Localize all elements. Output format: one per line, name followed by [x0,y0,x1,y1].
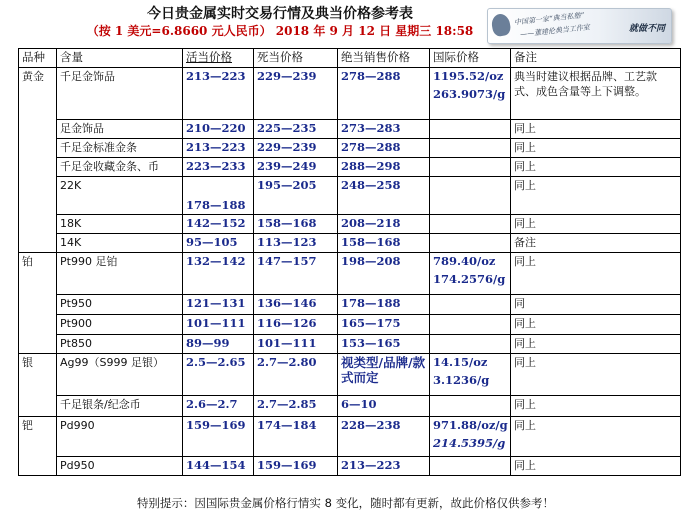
content-cell: 足金饰品 [57,120,183,139]
sale-price-cell: 248—258 [338,177,430,215]
content-cell: 18K [57,215,183,234]
dead-price-cell: 174—184 [254,417,338,457]
intl-price-oz: 1195.52/oz [433,69,504,83]
dead-price-cell: 116—126 [254,315,338,335]
intl-price-cell [430,295,511,315]
table-row [19,396,681,417]
live-price-cell: 121—131 [183,295,254,315]
table-row [19,417,681,457]
sale-price-cell: 视类型/品牌/款式而定 [338,354,430,396]
intl-price-cell [430,335,511,354]
intl-price-cell [430,417,511,457]
metal-cell-palladium: 钯 [19,417,57,476]
live-price-cell: 210—220 [183,120,254,139]
content-cell: Pt850 [57,335,183,354]
table-row [19,335,681,354]
sale-price-cell: 208—218 [338,215,430,234]
note-cell: 同上 [511,335,681,354]
table-row [19,120,681,139]
content-cell: Pt990 足铂 [57,253,183,295]
intl-price-gram: 174.2576/g [433,272,506,286]
intl-price-cell [430,120,511,139]
sale-price-cell: 273—283 [338,120,430,139]
dead-price-cell: 147—157 [254,253,338,295]
intl-price-cell [430,158,511,177]
note-cell: 同上 [511,457,681,476]
live-price-cell: 2.5—2.65 [183,354,254,396]
metal-cell-silver: 银 [19,354,57,417]
col-header-intl-price: 国际价格 [430,49,511,68]
col-header-live-price: 活当价格 [183,49,254,68]
metal-cell-platinum: 铂 [19,253,57,354]
col-header-note: 备注 [511,49,681,68]
intl-price-cell [430,177,511,215]
table-row [19,215,681,234]
col-header-dead-price: 死当价格 [254,49,338,68]
table-row [19,315,681,335]
sale-price-cell: 158—168 [338,234,430,253]
sale-price-cell: 278—288 [338,68,430,120]
intl-price-gram: 3.1236/g [433,373,490,387]
dead-price-cell: 239—249 [254,158,338,177]
sale-price-cell: 6—10 [338,396,430,417]
live-price-cell: 101—111 [183,315,254,335]
studio-logo [487,8,672,44]
table-row [19,68,681,120]
content-cell: 千足金饰品 [57,68,183,120]
note-cell: 同上 [511,417,681,457]
sale-price-cell: 228—238 [338,417,430,457]
table-row [19,457,681,476]
intl-price-cell [430,354,511,396]
sale-price-cell: 213—223 [338,457,430,476]
content-cell: Pt950 [57,295,183,315]
col-header-metal: 品种 [19,49,57,68]
page-title: 今日贵金属实时交易行情及典当价格参考表 [147,6,413,22]
live-price-cell: 95—105 [183,234,254,253]
intl-price-cell [430,253,511,295]
intl-price-oz: 789.40/oz [433,254,496,268]
table-row [19,234,681,253]
dead-price-cell: 229—239 [254,139,338,158]
dead-price-cell: 159—169 [254,457,338,476]
dead-price-cell: 229—239 [254,68,338,120]
note-cell: 同上 [511,177,681,215]
live-price-cell: 159—169 [183,417,254,457]
col-header-content: 含量 [57,49,183,68]
dead-price-cell: 2.7—2.85 [254,396,338,417]
dead-price-cell: 2.7—2.80 [254,354,338,396]
logo-line-1: 中国第一家“典当私塾” [513,11,585,27]
note-cell: 同上 [511,120,681,139]
dead-price-cell: 101—111 [254,335,338,354]
sale-price-cell: 278—288 [338,139,430,158]
sale-price-cell: 153—165 [338,335,430,354]
table-header-row [19,49,681,68]
note-cell: 同上 [511,396,681,417]
intl-price-cell [430,234,511,253]
content-cell: Pd950 [57,457,183,476]
live-price-cell: 142—152 [183,215,254,234]
live-price-cell: 223—233 [183,158,254,177]
live-price-cell: 89—99 [183,335,254,354]
content-cell: Pd990 [57,417,183,457]
intl-price-cell [430,396,511,417]
table-row [19,295,681,315]
live-price-cell: 178—188 [183,177,254,215]
footnote: 特别提示：因国际贵金属价格行情实 8 变化，随时都有更新，故此价格仅供参考！ [136,496,555,510]
live-price-cell: 213—223 [183,139,254,158]
sale-price-cell: 288—298 [338,158,430,177]
content-cell: Ag99（S999 足银） [57,354,183,396]
table-row [19,354,681,396]
note-cell: 同上 [511,354,681,396]
intl-price-cell [430,315,511,335]
content-cell: 千足金收藏金条、币 [57,158,183,177]
content-cell: 千足金标准金条 [57,139,183,158]
exchange-rate-subtitle: （按 1 美元=6.8660 元人民币） 2018 年 9 月 12 日 星期三 18:58 [86,24,474,38]
intl-price-oz: 14.15/oz [433,355,488,369]
intl-price-gram: 214.5395/g [433,436,506,450]
live-price-cell: 2.6—2.7 [183,396,254,417]
dead-price-cell: 158—168 [254,215,338,234]
note-cell: 同上 [511,215,681,234]
metal-cell-gold: 黄金 [19,68,57,253]
sale-price-cell: 165—175 [338,315,430,335]
content-cell: Pt900 [57,315,183,335]
intl-price-cell [430,68,511,120]
price-table [18,48,681,476]
intl-price-cell [430,457,511,476]
content-cell: 千足银条/纪念币 [57,396,183,417]
dead-price-cell: 136—146 [254,295,338,315]
intl-price-gram: 263.9073/g [433,87,506,101]
sale-price-cell: 198—208 [338,253,430,295]
dead-price-cell: 195—205 [254,177,338,215]
note-cell: 同上 [511,253,681,295]
logo-line-3: 就做不同 [628,24,665,34]
dead-price-cell: 113—123 [254,234,338,253]
note-cell: 同上 [511,158,681,177]
intl-price-cell [430,215,511,234]
content-cell: 14K [57,234,183,253]
table-row [19,253,681,295]
col-header-sale-price: 绝当销售价格 [338,49,430,68]
note-cell: 备注 [511,234,681,253]
live-price-cell: 144—154 [183,457,254,476]
live-price-cell: 132—142 [183,253,254,295]
table-row [19,158,681,177]
note-cell: 典当时建议根据品牌、工艺款式、成色含量等上下调整。 [511,68,681,120]
logo-line-2: ——董建伦典当工作室 [519,23,591,39]
sale-price-cell: 178—188 [338,295,430,315]
intl-price-oz: 971.88/oz/g [433,418,508,432]
dead-price-cell: 225—235 [254,120,338,139]
table-row [19,177,681,215]
note-cell: 同 [511,295,681,315]
note-cell: 同上 [511,139,681,158]
intl-price-cell [430,139,511,158]
content-cell: 22K [57,177,183,215]
live-price-cell: 213—223 [183,68,254,120]
note-cell: 同上 [511,315,681,335]
logo-emblem-icon [490,13,512,38]
table-row [19,139,681,158]
